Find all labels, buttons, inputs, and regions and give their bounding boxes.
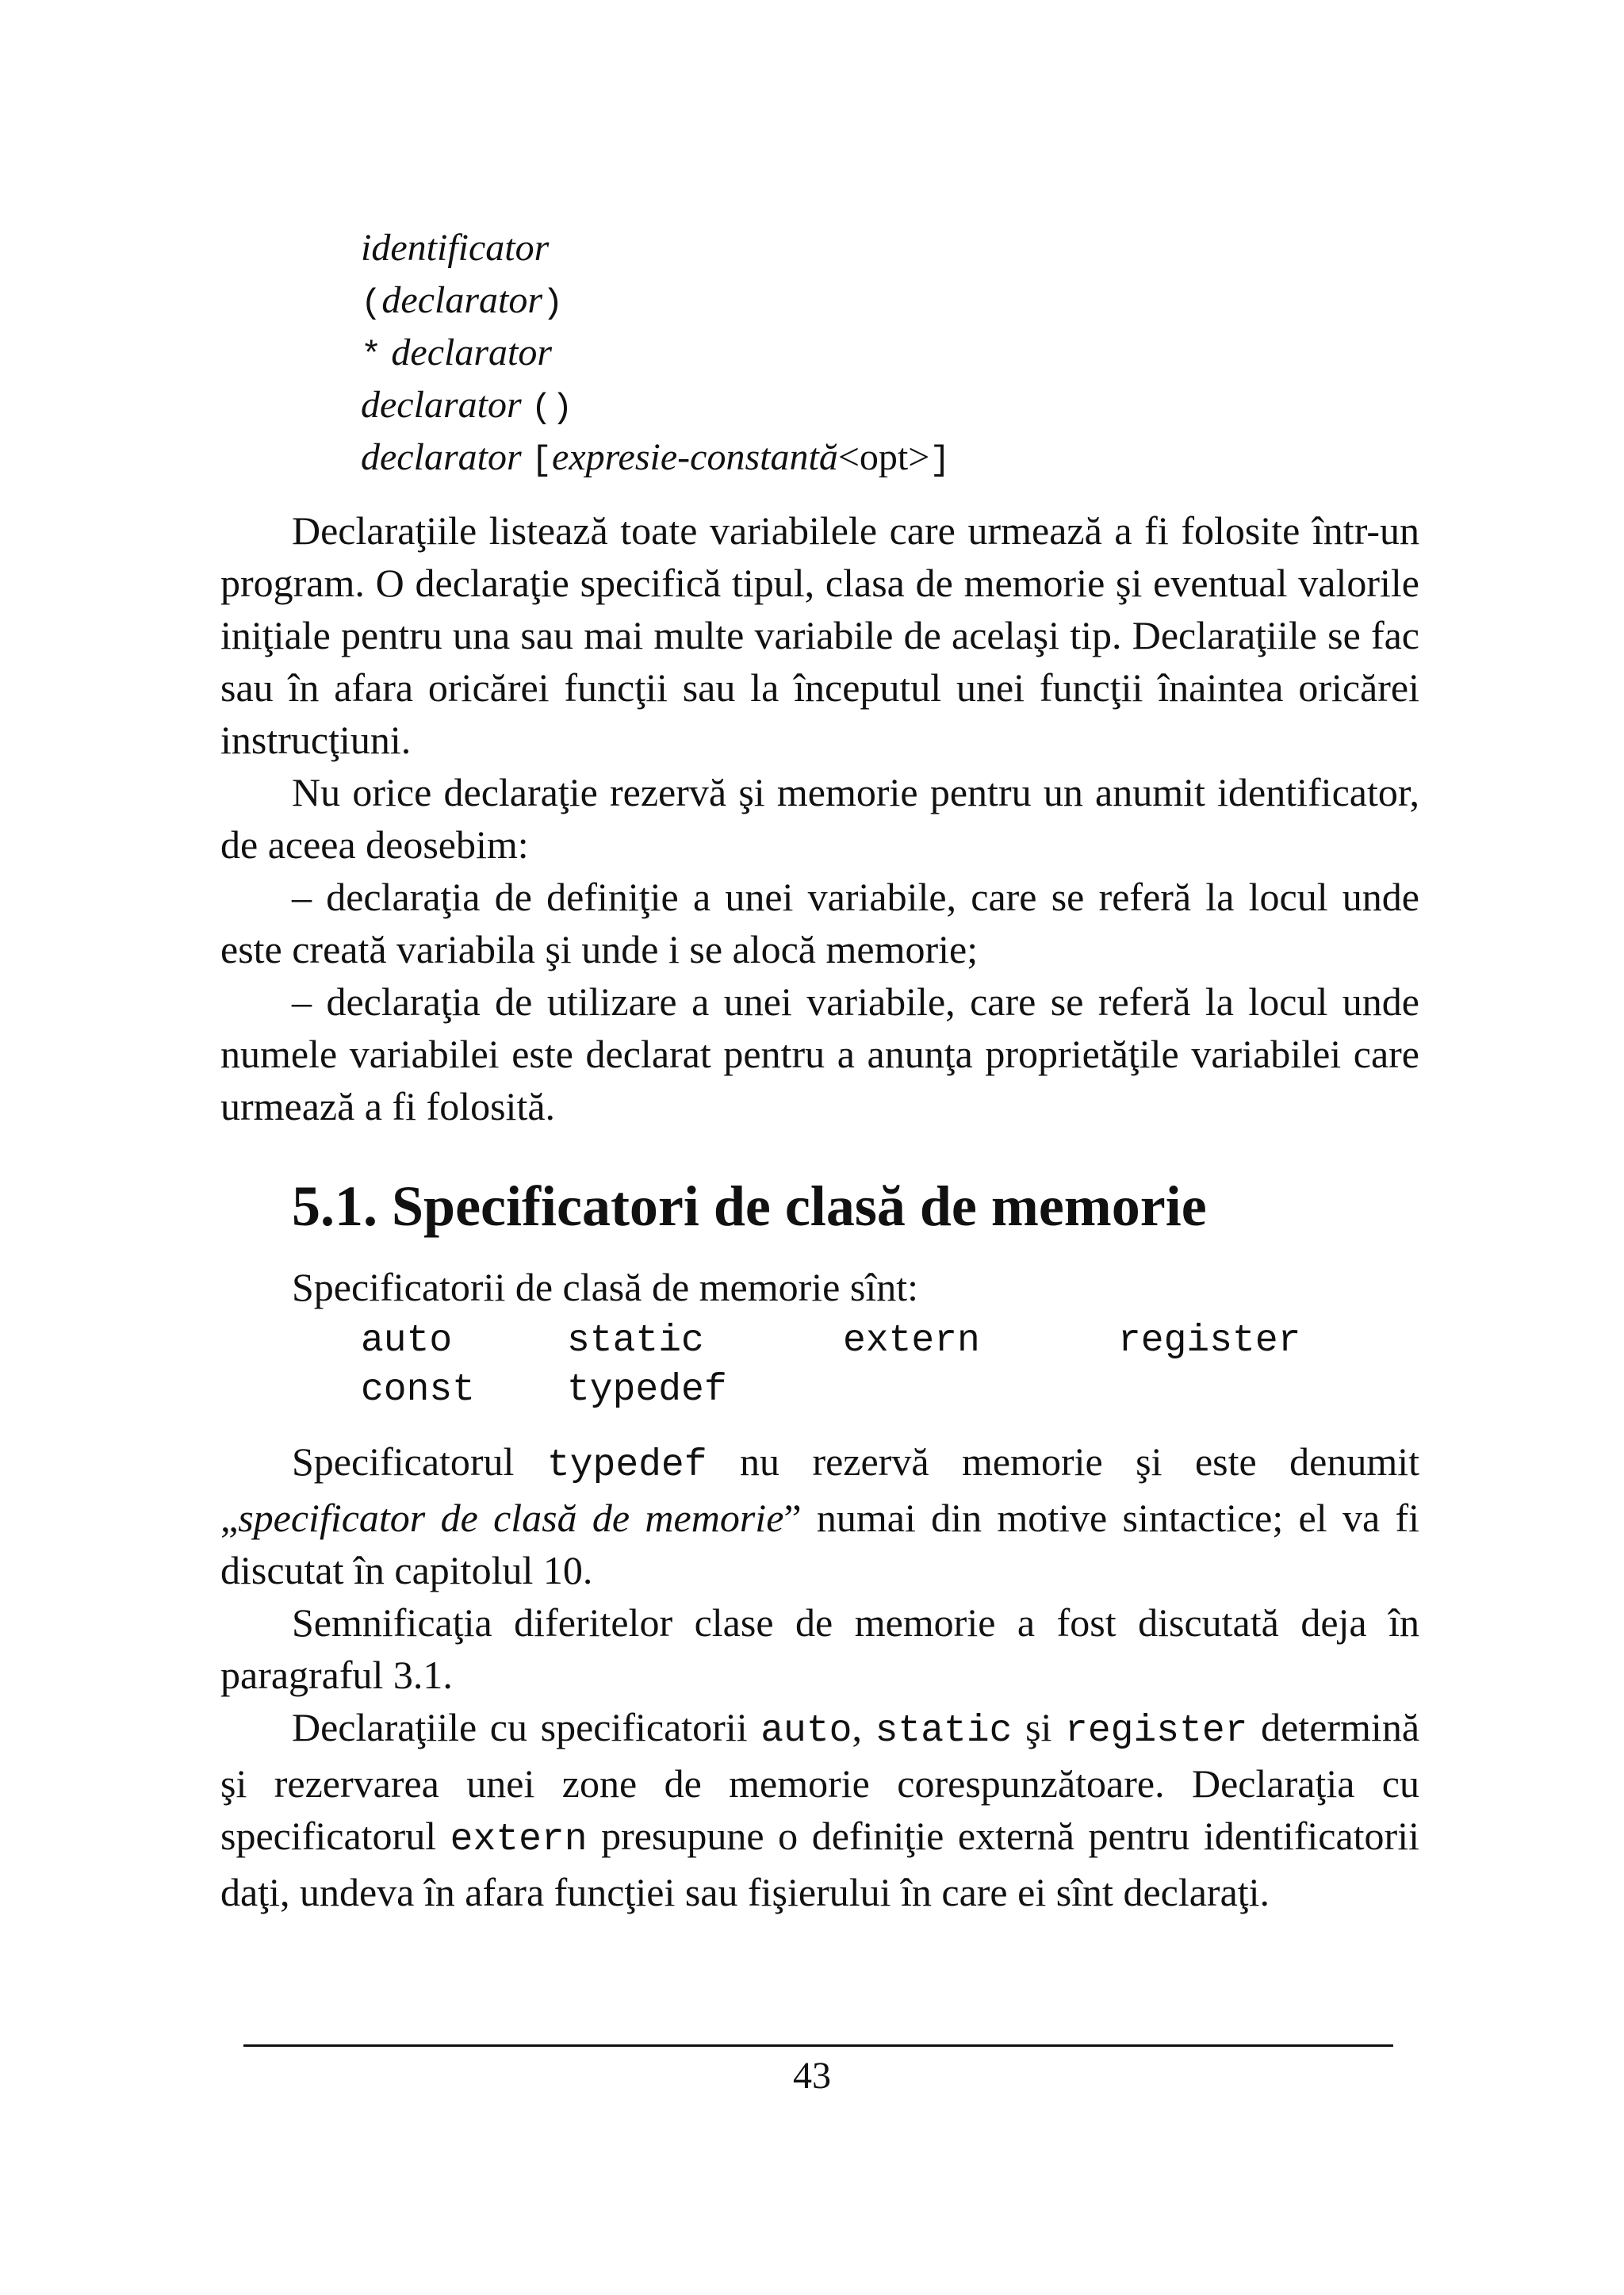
text-run: nu rezervă memorie şi este denumit „ bbox=[220, 1439, 1419, 1540]
paren-close: ) bbox=[542, 284, 564, 324]
paragraph: Nu orice declaraţie rezervă şi memorie pentru un anumit identificator, de aceea deosebim: bbox=[220, 770, 1419, 867]
grammar-line-pointer bbox=[361, 327, 951, 379]
paragraph-semantics: Semnificaţia diferitelor clase de memorie a fost discutată deja în paragraful 3.1. bbox=[220, 1600, 1419, 1697]
page-number: 43 bbox=[793, 2055, 831, 2097]
section-text bbox=[220, 1435, 1419, 1918]
grammar-line-paren bbox=[361, 274, 951, 327]
text-run: şi bbox=[1012, 1705, 1066, 1749]
declarator-grammar bbox=[361, 222, 951, 484]
text-run: ” numai din motive sintactice; el va fi discutat în capitolul 10. bbox=[220, 1496, 1419, 1592]
code-register: register bbox=[1065, 1710, 1248, 1753]
grammar-declarator: declarator bbox=[361, 384, 522, 426]
specifier-static: static bbox=[567, 1320, 704, 1362]
code-static: static bbox=[875, 1710, 1013, 1753]
code-typedef: typedef bbox=[546, 1444, 707, 1487]
paragraph-declarations bbox=[220, 1701, 1419, 1918]
text-run: determină şi rezervarea unei zone de memorie corespunzătoare. Declaraţia cu specificatorul bbox=[220, 1705, 1420, 1858]
text-run: presupune o definiţie externă pentru identificatorii daţi, undeva în afara funcţiei sau fişierului în care ei sînt declaraţi. bbox=[220, 1814, 1419, 1914]
italic-term: specificator de clasă de memorie bbox=[238, 1496, 784, 1540]
star-symbol: * bbox=[361, 336, 382, 376]
section-heading: 5.1. Specificatori de clasă de memorie bbox=[292, 1174, 1207, 1238]
specifier-auto: auto bbox=[361, 1320, 453, 1362]
code-auto: auto bbox=[760, 1710, 852, 1753]
grammar-declarator: declarator bbox=[391, 331, 553, 374]
text-run: Declaraţiile cu specificatorii bbox=[292, 1705, 761, 1749]
grammar-opt: <opt> bbox=[837, 436, 930, 478]
list-item: – declaraţia de definiţie a unei variabile, care se referă la locul unde este creată variabila şi unde i se alocă memorie; bbox=[220, 875, 1419, 971]
list-item: – declaraţia de utilizare a unei variabile, care se referă la locul unde numele variabilei este declarat pentru a anunţa proprietăţile variabilei care urmează a fi folosită. bbox=[220, 979, 1419, 1128]
bracket-open: [ bbox=[530, 441, 553, 481]
bracket-close: ] bbox=[929, 441, 951, 481]
specifier-typedef: typedef bbox=[567, 1369, 727, 1412]
paragraph-typedef bbox=[220, 1435, 1419, 1596]
grammar-line-array bbox=[361, 431, 951, 484]
grammar-declarator: declarator bbox=[361, 436, 522, 478]
code-extern: extern bbox=[450, 1818, 588, 1861]
specifier-register: register bbox=[1118, 1320, 1301, 1362]
text-run: Specificatorul bbox=[292, 1439, 547, 1484]
specifier-const: const bbox=[361, 1369, 476, 1412]
intro-text bbox=[220, 504, 1419, 1132]
func-parens: () bbox=[530, 389, 573, 428]
specifier-extern: extern bbox=[843, 1320, 980, 1362]
grammar-identifier: identificator bbox=[361, 227, 550, 269]
text-run: , bbox=[852, 1705, 875, 1749]
grammar-line-identifier bbox=[361, 222, 951, 274]
grammar-line-function bbox=[361, 379, 951, 431]
specifiers-intro: Specificatorii de clasă de memorie sînt: bbox=[292, 1265, 918, 1309]
paren-open: ( bbox=[361, 284, 382, 324]
grammar-declarator: declarator bbox=[381, 279, 543, 321]
grammar-constant-expression: expresie-constantă bbox=[552, 436, 838, 478]
paragraph: Declaraţiile listează toate variabilele care urmează a fi folosite într-un program. O declaraţie specifică tipul, clasa de memorie şi eventual valorile iniţiale pentru una sau mai multe variabile de acelaşi tip. Declaraţiile se fac sau în afara oricărei funcţii sau la începutul unei funcţii înaintea oricărei instrucţiuni. bbox=[220, 508, 1419, 762]
footer-divider bbox=[243, 2044, 1393, 2047]
